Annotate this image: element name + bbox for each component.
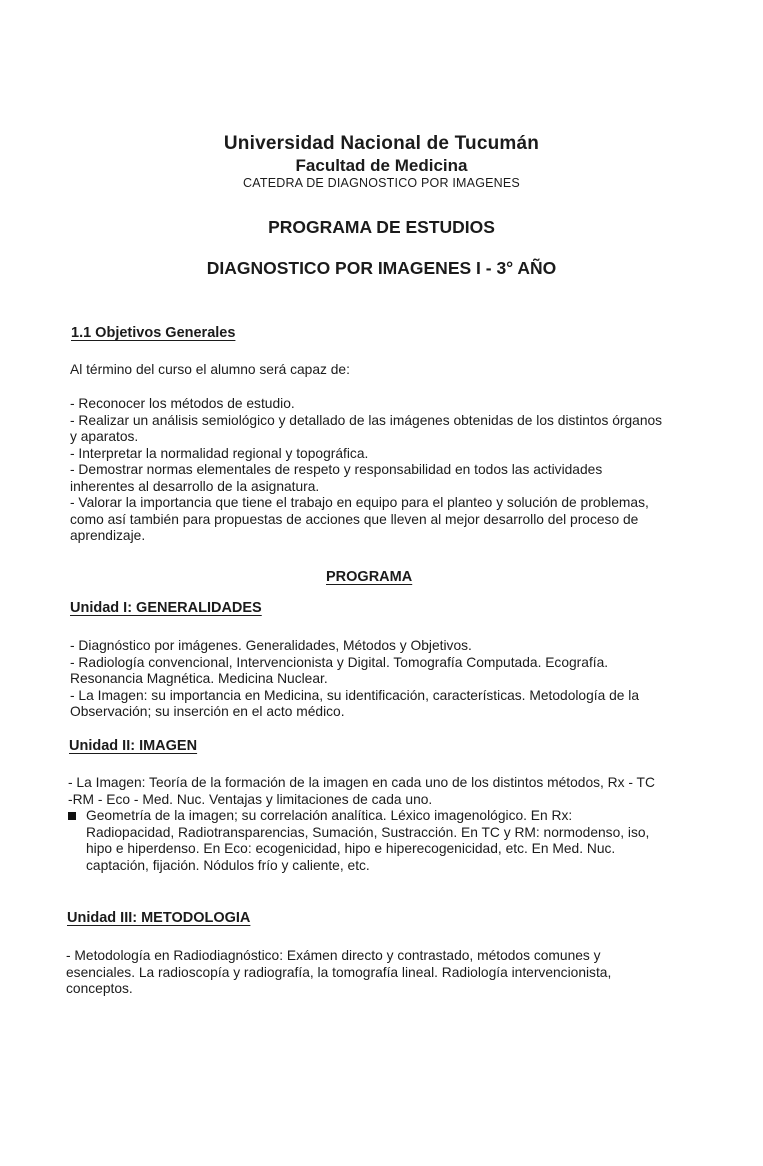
course-title: DIAGNOSTICO POR IMAGENES I - 3° AÑO [206, 258, 557, 278]
list-item: - Reconocer los métodos de estudio. [70, 396, 295, 411]
list-item: - La Imagen: Teoría de la formación de la imagen en cada uno de los distintos métodos, Rx - TC -RM - Eco - Med. Nuc. Ventajas y limitaciones de cada uno. [68, 775, 655, 807]
program-heading: PROGRAMA [326, 569, 413, 585]
list-item: - Valorar la importancia que tiene el trabajo en equipo para el planteo y solución de problemas, como así también para propuestas de acciones que lleven al mejor desarrollo del proceso de aprendizaje. [70, 495, 649, 543]
unit-2-list [68, 775, 660, 874]
bullet-list-item [68, 808, 660, 874]
unit-3-heading: Unidad III: METODOLOGIA [67, 910, 251, 926]
document-title: PROGRAMA DE ESTUDIOS [268, 217, 495, 237]
list-item: - Interpretar la normalidad regional y topográfica. [70, 445, 369, 461]
list-item: - Demostrar normas elementales de respeto y responsabilidad en todos las actividades inherentes al desarrollo de la asignatura. [70, 462, 603, 494]
list-item: - Diagnóstico por imágenes. Generalidades, Métodos y Objetivos. [70, 638, 472, 653]
list-item: - La Imagen: su importancia en Medicina, su identificación, características. Metodología de la Observación; su inserción en el acto médico. [70, 687, 640, 719]
unit-1-heading: Unidad I: GENERALIDADES [70, 600, 262, 616]
bullet-item-text: Geometría de la imagen; su correlación analítica. Léxico imagenológico. En Rx: Radiopacidad, Radiotransparencias, Sumación, Sustracción. En TC y RM: normodenso, iso, hipo e hiperdenso. En Eco: ecogenicidad, hipo e hiperecogenicidad, etc. En Med. Nuc. captación, fijación. Nódulos frío y caliente, etc. [86, 808, 650, 873]
unit-2-heading: Unidad II: IMAGEN [69, 738, 198, 754]
university-name: Universidad Nacional de Tucumán [223, 133, 540, 154]
department-name: CATEDRA DE DIAGNOSTICO POR IMAGENES [243, 176, 520, 190]
unit-3-list [66, 948, 664, 998]
objectives-heading: 1.1 Objetivos Generales [71, 325, 236, 341]
faculty-name: Facultad de Medicina [295, 156, 468, 175]
list-item: - Radiología convencional, Intervencionista y Digital. Tomografía Computada. Ecografía. Resonancia Magnética. Medicina Nuclear. [70, 654, 609, 686]
unit-1-list [70, 638, 662, 721]
objectives-intro: Al término del curso el alumno será capaz de: [70, 362, 350, 377]
list-item: - Metodología en Radiodiagnóstico: Exámen directo y contrastado, métodos comunes y esenciales. La radioscopía y radiografía, la tomografía lineal. Radiología intervencionista, conceptos. [66, 948, 612, 996]
square-bullet-icon [68, 812, 76, 820]
list-item: - Realizar un análisis semiológico y detallado de las imágenes obtenidas de los distintos órganos y aparatos. [70, 412, 663, 444]
objectives-list [70, 396, 666, 545]
